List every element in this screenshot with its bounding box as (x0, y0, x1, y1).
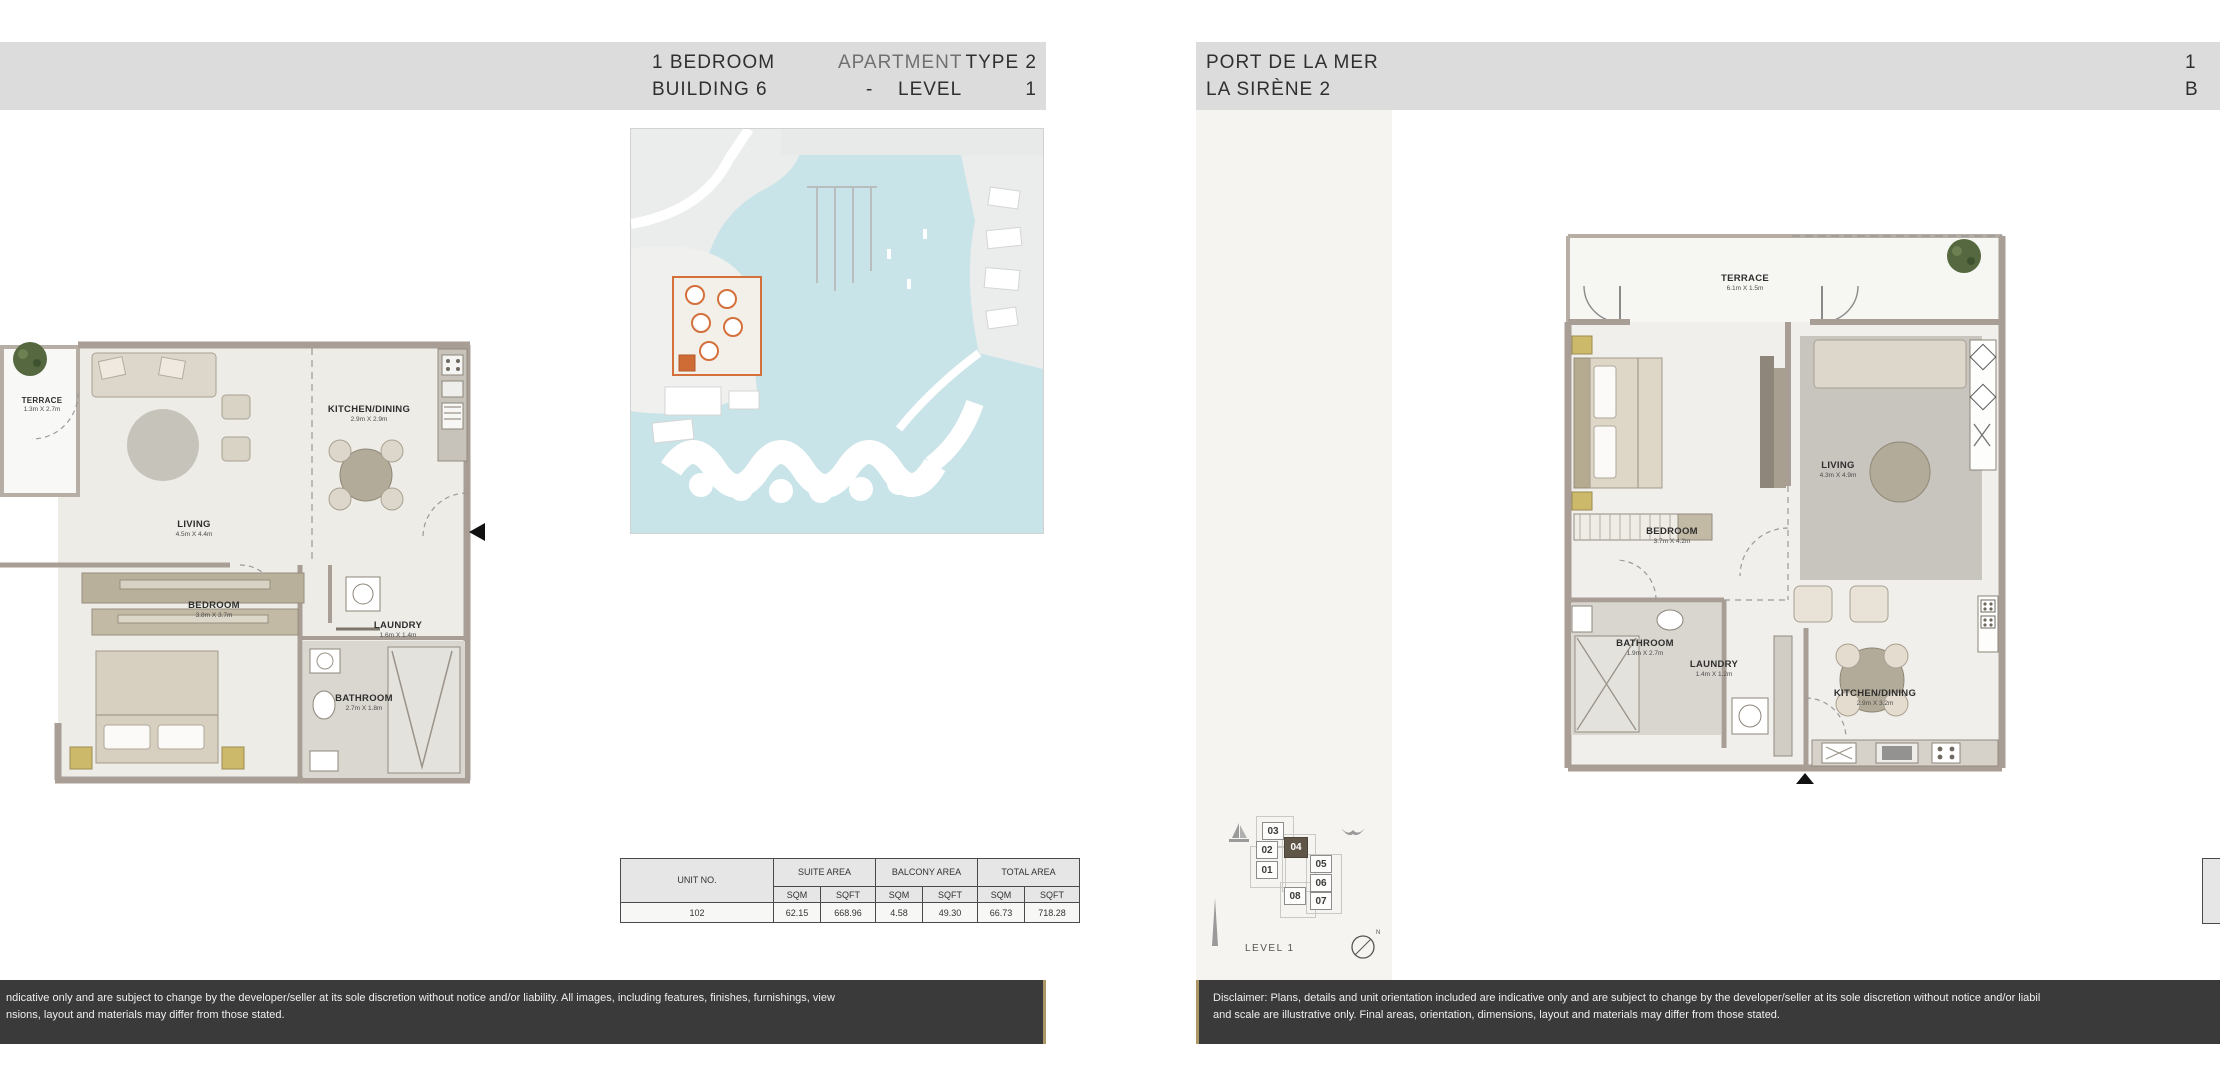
landmark-spire-icon (1210, 898, 1220, 950)
room-label-bathroom: BATHROOM 2.7m X 1.8m (335, 693, 393, 712)
right-floorplan (1560, 228, 2012, 788)
room-label-terrace: TERRACE 6.1m X 1.5m (1720, 273, 1770, 292)
right-floorplan-graphic (1560, 228, 2012, 788)
sub-header-sqm: SQM (774, 887, 821, 903)
keyplan-level-label: LEVEL 1 (1245, 943, 1295, 954)
room-label-bedroom: BEDROOM 3.7m X 4.2m (1646, 526, 1698, 545)
right-page-disclaimer (1196, 980, 2220, 1044)
site-map-graphic (630, 128, 1044, 534)
left-page-title: 1 BEDROOM (652, 52, 776, 73)
keyplan-unit-04-highlighted: 04 (1284, 837, 1308, 858)
site-map (630, 128, 1042, 532)
room-label-kitchen-dining: KITCHEN/DINING 2.9m X 2.9m (327, 404, 411, 423)
sub-header-sqft: SQFT (1025, 887, 1080, 903)
tree-icon (13, 342, 47, 376)
balcony-area-header: BALCONY AREA (876, 859, 978, 887)
type-value: TYPE 2 (965, 52, 1037, 73)
room-label-living: LIVING 4.3m X 4.9m (1819, 460, 1857, 479)
balcony-sqft-value: 49.30 (923, 903, 978, 923)
next-page-header-fragment-2: B (2185, 79, 2199, 100)
landmark-wings-icon (1340, 824, 1366, 838)
keyplan-unit-07: 07 (1310, 892, 1332, 910)
disclaimer-line: ndicative only and are subject to change by the developer/seller at its sole discretion without notice and/or liability. All images, including features, finishes, furnishings, view (6, 992, 835, 1004)
apartment-label: APARTMENT (838, 52, 963, 73)
room-label-laundry: LAUNDRY 1.6m X 1.4m (373, 620, 423, 639)
compass-north-label: N (1376, 930, 1381, 936)
room-label-bathroom: BATHROOM 1.9m X 2.7m (1616, 638, 1674, 657)
disclaimer-line: and scale are illustrative only. Final areas, orientation, dimensions, layout and materials may differ from those stated. (1213, 1009, 1780, 1022)
next-page-table-fragment (2202, 858, 2220, 924)
keyplan-unit-05: 05 (1310, 855, 1332, 873)
total-area-header: TOTAL AREA (978, 859, 1080, 887)
room-label-laundry: LAUNDRY 1.4m X 1.2m (1689, 659, 1739, 678)
left-page-header-band (0, 42, 1046, 110)
keyplan (1210, 810, 1395, 975)
left-page-disclaimer (0, 980, 1046, 1044)
left-floorplan (0, 333, 486, 793)
balcony-sqm-value: 4.58 (876, 903, 923, 923)
disclaimer-line: Disclaimer: Plans, details and unit orientation included are indicative only and are subject to change by the developer/seller at its sole discretion without notice and/or liabil (1213, 992, 2041, 1004)
header-dash: - (866, 79, 874, 100)
next-page-header-fragment-1: 1 (2185, 52, 2197, 73)
room-label-kitchen-dining: KITCHEN/DINING 2.9m X 3.2m (1833, 688, 1917, 707)
level-value: 1 (1025, 79, 1037, 100)
keyplan-unit-08: 08 (1284, 887, 1306, 905)
entry-arrow-icon (1796, 773, 1814, 784)
unit-col-header: UNIT NO. (621, 859, 774, 903)
room-label-bedroom: BEDROOM 3.8m X 3.7m (188, 600, 240, 619)
project-subtitle: LA SIRÈNE 2 (1206, 79, 1332, 100)
tree-icon (1947, 239, 1981, 273)
sub-header-sqm: SQM (876, 887, 923, 903)
sub-header-sqft: SQFT (821, 887, 876, 903)
highlighted-building-cluster (673, 277, 761, 375)
project-title: PORT DE LA MER (1206, 52, 1379, 73)
keyplan-unit-02: 02 (1256, 841, 1278, 859)
unit-no-value: 102 (621, 903, 774, 923)
left-floorplan-graphic (0, 333, 486, 793)
keyplan-unit-03: 03 (1262, 822, 1284, 840)
suite-sqm-value: 62.15 (774, 903, 821, 923)
landmark-sail-icon (1226, 822, 1252, 844)
sub-header-sqft: SQFT (923, 887, 978, 903)
total-sqm-value: 66.73 (978, 903, 1025, 923)
building-label: BUILDING 6 (652, 79, 768, 100)
compass-icon (1350, 934, 1376, 960)
entry-arrow-icon (469, 523, 485, 541)
total-sqft-value: 718.28 (1025, 903, 1080, 923)
suite-area-header: SUITE AREA (774, 859, 876, 887)
room-label-terrace: TERRACE 1.3m X 2.7m (21, 395, 63, 413)
room-label-living: LIVING 4.5m X 4.4m (175, 519, 213, 538)
area-table (620, 858, 1080, 923)
sub-header-sqm: SQM (978, 887, 1025, 903)
keyplan-unit-06: 06 (1310, 874, 1332, 892)
keyplan-unit-01: 01 (1256, 861, 1278, 879)
disclaimer-line: nsions, layout and materials may differ from those stated. (6, 1009, 285, 1022)
level-label: LEVEL (898, 79, 963, 100)
table-row (621, 903, 1080, 923)
right-page-header-band (1196, 42, 2220, 110)
suite-sqft-value: 668.96 (821, 903, 876, 923)
